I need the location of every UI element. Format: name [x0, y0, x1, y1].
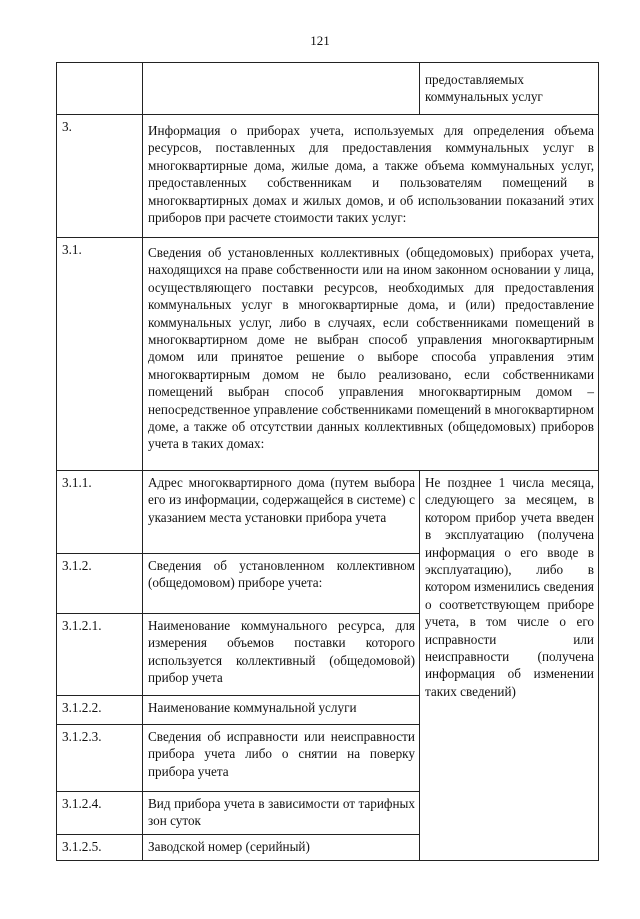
- row-text: Информация о приборах учета, используемых для определения объема ресурсов, поставленных для предоставления коммунальных услуг в многоквартирные дома, жилые дома, а также объема коммунальных услуг, предоставленных собственникам и пользователям помещений в многоквартирных домах и жилых домов, и об использовании показаний этих приборов при расчете стоимости таких услуг:: [143, 115, 599, 238]
- row-number: 3.1.2.5.: [57, 835, 143, 861]
- table-row: [57, 471, 599, 554]
- table-row: [57, 238, 599, 471]
- row-number: 3.1.2.: [57, 554, 143, 614]
- row-text: [143, 63, 420, 115]
- row-text: Наименование коммунальной услуги: [143, 696, 420, 725]
- row-number: 3.1.2.3.: [57, 725, 143, 792]
- row-text: Сведения об установленном коллективном (общедомовом) приборе учета:: [143, 554, 420, 614]
- row-text: Адрес многоквартирного дома (путем выбора его из информации, содержащейся в системе) с указанием места установки прибора учета: [143, 471, 420, 554]
- deadline-cell: Не позднее 1 числа месяца, следующего за месяцем, в котором прибор учета введен в эксплуатацию (получена информация о его вводе в эксплуатацию), либо в котором изменились сведения о соответствующем приборе учета, в том числе о его исправности или неисправности (получена информация об изменении таких сведений): [420, 471, 599, 861]
- table-row: [57, 115, 599, 238]
- row-number: 3.1.: [57, 238, 143, 471]
- page-number: 121: [310, 33, 330, 48]
- row-number: 3.: [57, 115, 143, 238]
- row-number: 3.1.2.1.: [57, 614, 143, 696]
- row-text: Наименование коммунального ресурса, для измерения объемов поставки которого используется коллективный (общедомовой) прибор учета: [143, 614, 420, 696]
- row-number: 3.1.2.4.: [57, 792, 143, 835]
- table-row: [57, 63, 599, 115]
- row-number: 3.1.2.2.: [57, 696, 143, 725]
- row-text: Вид прибора учета в зависимости от тарифных зон суток: [143, 792, 420, 835]
- row-text: Сведения об установленных коллективных (общедомовых) приборах учета, находящихся на праве собственности или на ином законном основании у лица, осуществляющего поставки ресурсов, необходимых для предоставления коммунальных услуг в многоквартирные дома, и (или) предоставление коммунальных услуг, либо в случаях, если собственниками помещений в многоквартирном доме не выбран способ управления многоквартирным домом или принятое решение о выборе способа управления этим многоквартирным домом не было реализовано, если собственниками помещений выбран способ управления многоквартирным домом – непосредственное управление собственниками помещений в многоквартирном доме, а также об отсутствии данных коллективных (общедомовых) приборов учета в таких домах:: [143, 238, 599, 471]
- row-number: [57, 63, 143, 115]
- row-text: Сведения об исправности или неисправности прибора учета либо о снятии на поверку прибора учета: [143, 725, 420, 792]
- row-number: 3.1.1.: [57, 471, 143, 554]
- row-deadline: предоставляемых коммунальных услуг: [420, 63, 599, 115]
- row-text: Заводской номер (серийный): [143, 835, 420, 861]
- requirements-table: [56, 62, 599, 861]
